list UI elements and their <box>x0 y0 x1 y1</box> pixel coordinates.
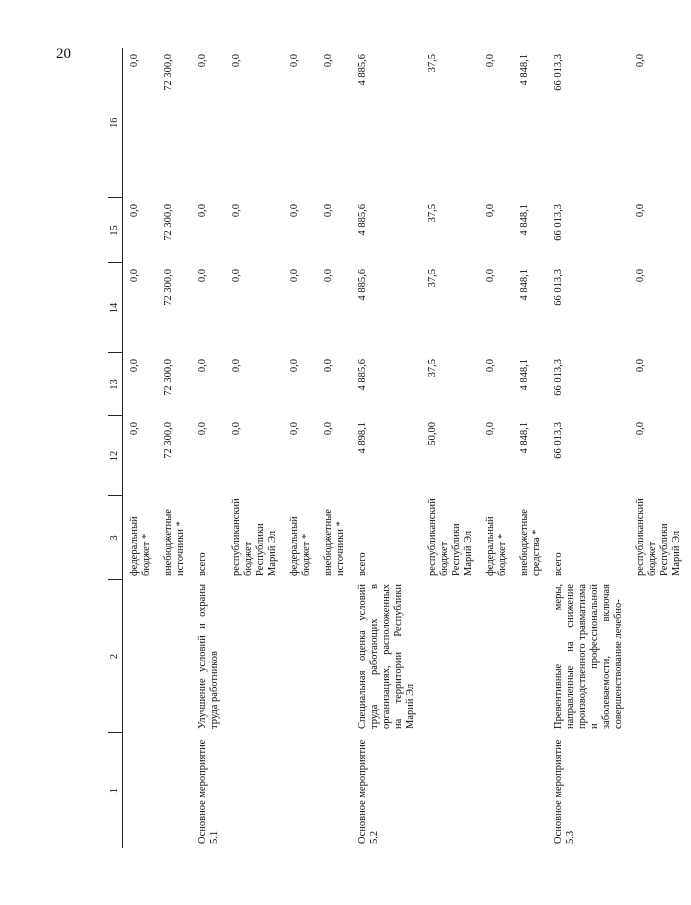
cell-measure-name <box>517 733 551 848</box>
cell-measure-description <box>123 580 162 733</box>
cell-value: 0,0 <box>197 54 208 68</box>
cell-value: 0,0 <box>289 54 300 68</box>
cell-funding-source: всего <box>357 552 368 576</box>
table-row <box>229 48 287 848</box>
cell-measure-name: Основное мероприятие 5.1 <box>197 739 220 844</box>
header-row <box>108 48 123 848</box>
cell-measure-description <box>483 580 517 733</box>
cell-value: 0,0 <box>635 359 646 373</box>
rotated-table-page <box>108 48 682 848</box>
cell-measure-description <box>287 580 321 733</box>
cell-value: 0,0 <box>197 204 208 218</box>
table-row <box>517 48 551 848</box>
cell-value: 0,0 <box>635 269 646 283</box>
cell-funding-source: внебюджетные средства * <box>519 509 542 576</box>
column-header: 15 <box>108 198 123 263</box>
cell-value: 72 300,0 <box>163 422 174 459</box>
cell-value: 72 300,0 <box>163 359 174 396</box>
cell-value: 0,0 <box>323 54 334 68</box>
cell-funding-source: федеральный бюджет * <box>485 516 508 576</box>
cell-value: 0,0 <box>635 54 646 68</box>
cell-value: 0,0 <box>289 204 300 218</box>
cell-funding-source: всего <box>197 552 208 576</box>
column-header: 14 <box>108 263 123 353</box>
cell-value: 4 848,1 <box>519 204 530 236</box>
cell-measure-description <box>425 580 483 733</box>
cell-value: 4 885,6 <box>357 269 368 301</box>
cell-measure-name <box>287 733 321 848</box>
cell-value: 4 898,1 <box>357 422 368 454</box>
cell-measure-name <box>483 733 517 848</box>
cell-value: 0,0 <box>485 204 496 218</box>
cell-value: 0,0 <box>323 269 334 283</box>
cell-value: 0,0 <box>323 422 334 436</box>
cell-value: 0,0 <box>231 359 242 373</box>
table-row <box>123 48 162 848</box>
cell-value: 0,0 <box>129 422 140 436</box>
cell-value: 4 885,6 <box>357 359 368 391</box>
cell-measure-name <box>161 733 195 848</box>
cell-measure-description: Специальная оценка условий труда работающих в организациях, расположенных на территории Республики Марий Эл <box>357 584 416 729</box>
cell-value: 37,5 <box>427 359 438 378</box>
column-header: 3 <box>108 496 123 580</box>
cell-measure-description <box>161 580 195 733</box>
table-row <box>425 48 483 848</box>
cell-value: 37,5 <box>427 54 438 73</box>
cell-funding-source: республиканский бюджет Республики Марий Эл <box>231 498 278 576</box>
cell-value: 0,0 <box>197 359 208 373</box>
cell-value: 4 848,1 <box>519 359 530 391</box>
cell-measure-description: Улучшение условий и охраны труда работников <box>197 584 220 729</box>
cell-value: 72 300,0 <box>163 269 174 306</box>
cell-funding-source: внебюджетные источники * <box>323 509 346 576</box>
table-row <box>483 48 517 848</box>
table-row <box>551 48 633 848</box>
cell-funding-source: внебюджетные источники * <box>163 509 186 576</box>
cell-measure-name <box>321 733 355 848</box>
cell-measure-description <box>229 580 287 733</box>
column-header: 12 <box>108 416 123 496</box>
page-number: 20 <box>56 46 71 62</box>
cell-measure-description <box>321 580 355 733</box>
column-header: 1 <box>108 733 123 848</box>
cell-value: 0,0 <box>129 54 140 68</box>
cell-value: 0,0 <box>129 359 140 373</box>
cell-measure-description: Превентивные меры, направленные на снижение производственного травматизма и профессиональной заболеваемости, включая совершенствование лечебно- <box>553 584 624 729</box>
table-row <box>633 48 691 848</box>
cell-measure-name <box>425 733 483 848</box>
column-header: 13 <box>108 353 123 416</box>
cell-value: 72 300,0 <box>163 204 174 241</box>
cell-value: 4 848,1 <box>519 422 530 454</box>
cell-value: 66 013,3 <box>553 204 564 241</box>
cell-value: 0,0 <box>231 422 242 436</box>
cell-funding-source: всего <box>553 552 564 576</box>
table-row <box>355 48 425 848</box>
cell-value: 37,5 <box>427 204 438 223</box>
column-header: 16 <box>108 48 123 198</box>
table-row <box>287 48 321 848</box>
cell-measure-name: Основное мероприятие 5.2 <box>357 739 380 844</box>
table-row <box>195 48 229 848</box>
cell-value: 72 300,0 <box>163 54 174 91</box>
cell-value: 37,5 <box>427 269 438 288</box>
cell-value: 0,0 <box>197 269 208 283</box>
cell-value: 0,0 <box>485 54 496 68</box>
cell-value: 0,0 <box>635 422 646 436</box>
cell-value: 0,0 <box>289 269 300 283</box>
cell-value: 0,0 <box>635 204 646 218</box>
cell-funding-source: республиканский бюджет Республики Марий Эл <box>635 498 682 576</box>
cell-value: 0,0 <box>289 422 300 436</box>
table-row <box>321 48 355 848</box>
cell-value: 0,0 <box>485 269 496 283</box>
cell-measure-name <box>123 733 162 848</box>
column-header: 2 <box>108 580 123 733</box>
cell-measure-name: Основное мероприятие 5.3 <box>553 739 576 844</box>
cell-value: 4 885,6 <box>357 54 368 86</box>
cell-value: 0,0 <box>129 269 140 283</box>
cell-value: 50,00 <box>427 422 438 446</box>
cell-funding-source: республиканский бюджет Республики Марий Эл <box>427 498 474 576</box>
cell-funding-source: федеральный бюджет * <box>129 516 152 576</box>
cell-measure-description <box>633 580 691 733</box>
cell-value: 0,0 <box>197 422 208 436</box>
cell-value: 0,0 <box>323 204 334 218</box>
cell-measure-name <box>229 733 287 848</box>
cell-value: 0,0 <box>231 204 242 218</box>
cell-value: 0,0 <box>231 54 242 68</box>
cell-measure-description <box>517 580 551 733</box>
cell-value: 66 013,3 <box>553 269 564 306</box>
cell-value: 4 848,1 <box>519 54 530 86</box>
cell-value: 66 013,3 <box>553 359 564 396</box>
cell-value: 0,0 <box>289 359 300 373</box>
budget-table <box>108 48 691 848</box>
cell-funding-source: федеральный бюджет * <box>289 516 312 576</box>
cell-value: 66 013,3 <box>553 422 564 459</box>
cell-value: 66 013,3 <box>553 54 564 91</box>
cell-value: 0,0 <box>485 359 496 373</box>
table-row <box>161 48 195 848</box>
cell-value: 4 885,6 <box>357 204 368 236</box>
cell-value: 0,0 <box>231 269 242 283</box>
cell-value: 0,0 <box>323 359 334 373</box>
cell-value: 0,0 <box>129 204 140 218</box>
cell-value: 4 848,1 <box>519 269 530 301</box>
cell-value: 0,0 <box>485 422 496 436</box>
cell-measure-name <box>633 733 691 848</box>
